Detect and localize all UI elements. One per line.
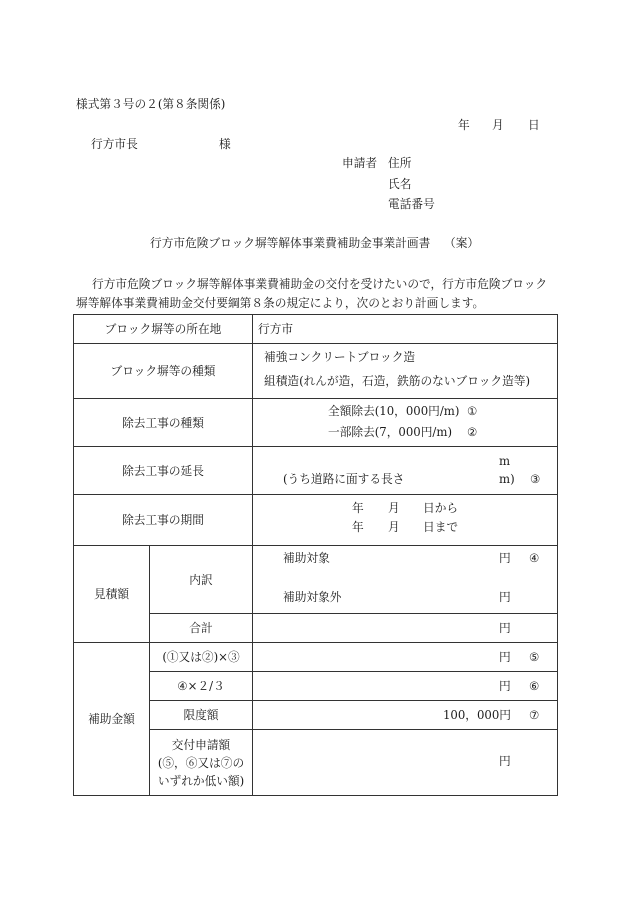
length-value-cell xyxy=(252,446,558,495)
period-start-day: 日から xyxy=(423,501,459,515)
circled-number-mark: ① xyxy=(467,404,478,418)
total-value-cell xyxy=(252,613,558,643)
form-number: 様式第３号の２(第８条関係) xyxy=(76,97,226,111)
date-day-label: 日 xyxy=(528,118,540,132)
calc-label: (①又は②)×③ xyxy=(162,650,240,664)
intro-line-1: 行方市危険ブロック塀等解体事業費補助金の交付を受けたいので，行方市危険ブロック xyxy=(92,277,548,291)
two-thirds-label-cell xyxy=(149,671,253,701)
two-thirds-value-cell xyxy=(252,671,558,701)
work-type-option: 全額除去(10，000円/m) xyxy=(328,404,460,418)
total-label: 合計 xyxy=(189,621,213,635)
wall-type-label-cell xyxy=(73,343,253,399)
wall-type-value-cell xyxy=(252,343,558,399)
subsidy-label-cell xyxy=(73,642,150,796)
circled-number-mark: ② xyxy=(467,425,478,439)
yen-unit: 円 xyxy=(499,551,511,565)
title-suffix: （案） xyxy=(444,236,480,250)
wall-type-option: 補強コンクリートブロック造 xyxy=(264,350,416,364)
work-type-label-cell xyxy=(73,398,253,447)
application-amount-label-line: (⑤，⑥又は⑦の xyxy=(157,755,245,770)
non-subsidized-label: 補助対象外 xyxy=(283,590,342,604)
applicant-phone-label: 電話番号 xyxy=(388,197,435,211)
breakdown-label: 内訳 xyxy=(189,572,213,587)
location-value-cell xyxy=(252,314,558,344)
date-year-label: 年 xyxy=(458,118,470,132)
period-end-month: 月 xyxy=(388,520,400,534)
period-value-cell xyxy=(252,494,558,546)
period-start-month: 月 xyxy=(388,501,400,515)
circled-number-mark: ④ xyxy=(529,551,540,565)
application-amount-value-cell xyxy=(252,729,558,796)
applicant-name-label: 氏名 xyxy=(388,177,412,191)
applicant-address-label: 住所 xyxy=(388,156,412,170)
application-amount-label-cell xyxy=(149,729,253,796)
application-amount-label-line: いずれか低い額) xyxy=(157,773,245,788)
circled-number-mark: ⑥ xyxy=(529,679,540,693)
wall-type-label: ブロック塀等の種類 xyxy=(110,364,216,378)
subsidized-label: 補助対象 xyxy=(283,551,330,565)
breakdown-label-cell xyxy=(149,545,253,614)
length-unit: m xyxy=(499,454,511,468)
period-start-year: 年 xyxy=(352,501,364,515)
breakdown-value-cell xyxy=(252,545,558,614)
circled-number-mark: ⑤ xyxy=(529,650,540,664)
location-value: 行方市 xyxy=(258,322,294,336)
calc-value-cell xyxy=(252,642,558,672)
limit-label: 限度額 xyxy=(183,708,219,722)
yen-unit: 円 xyxy=(499,679,511,693)
yen-unit: 円 xyxy=(499,621,511,635)
wall-type-option: 組積造(れんが造，石造，鉄筋のないブロック造等) xyxy=(264,374,531,388)
length-label: 除去工事の延長 xyxy=(122,463,204,478)
plan-table xyxy=(73,314,558,796)
total-label-cell xyxy=(149,613,253,643)
work-type-option: 一部除去(7，000円/m) xyxy=(328,425,453,439)
length-label-cell xyxy=(73,446,253,495)
application-amount-label-line: 交付申請額 xyxy=(171,737,231,752)
title-text: 行方市危険ブロック塀等解体事業費補助金事業計画書 xyxy=(150,236,431,250)
period-end-year: 年 xyxy=(352,520,364,534)
work-type-label: 除去工事の種類 xyxy=(122,415,204,430)
yen-unit: 円 xyxy=(499,754,511,768)
circled-number-mark: ③ xyxy=(530,472,541,486)
date-month-label: 月 xyxy=(492,118,504,132)
calc-label-cell xyxy=(149,642,253,672)
two-thirds-label: ④×２/３ xyxy=(177,679,225,693)
period-label-cell xyxy=(73,494,253,546)
period-end-day: 日まで xyxy=(423,520,459,534)
yen-unit: 円 xyxy=(499,650,511,664)
period-label: 除去工事の期間 xyxy=(122,513,204,527)
applicant-label: 申請者 xyxy=(342,156,378,170)
subsidy-label: 補助金額 xyxy=(88,712,135,726)
intro-line-2: 塀等解体事業費補助金交付要綱第８条の規定により，次のとおり計画します。 xyxy=(76,296,485,310)
addressee-name: 行方市長 xyxy=(91,137,138,151)
circled-number-mark: ⑦ xyxy=(529,708,540,722)
limit-amount: 100，000円 xyxy=(443,708,511,722)
road-length-unit: m) xyxy=(499,472,515,486)
work-type-value-cell xyxy=(252,398,558,447)
yen-unit: 円 xyxy=(499,590,511,604)
road-length-prefix: (うち道路に面する長さ xyxy=(283,472,405,486)
estimate-label-cell xyxy=(73,545,150,643)
estimate-label: 見積額 xyxy=(93,587,130,601)
limit-label-cell xyxy=(149,700,253,730)
location-label-cell xyxy=(73,314,253,344)
location-label: ブロック塀等の所在地 xyxy=(104,322,222,336)
limit-value-cell xyxy=(252,700,558,730)
addressee-honorific: 様 xyxy=(219,137,231,151)
